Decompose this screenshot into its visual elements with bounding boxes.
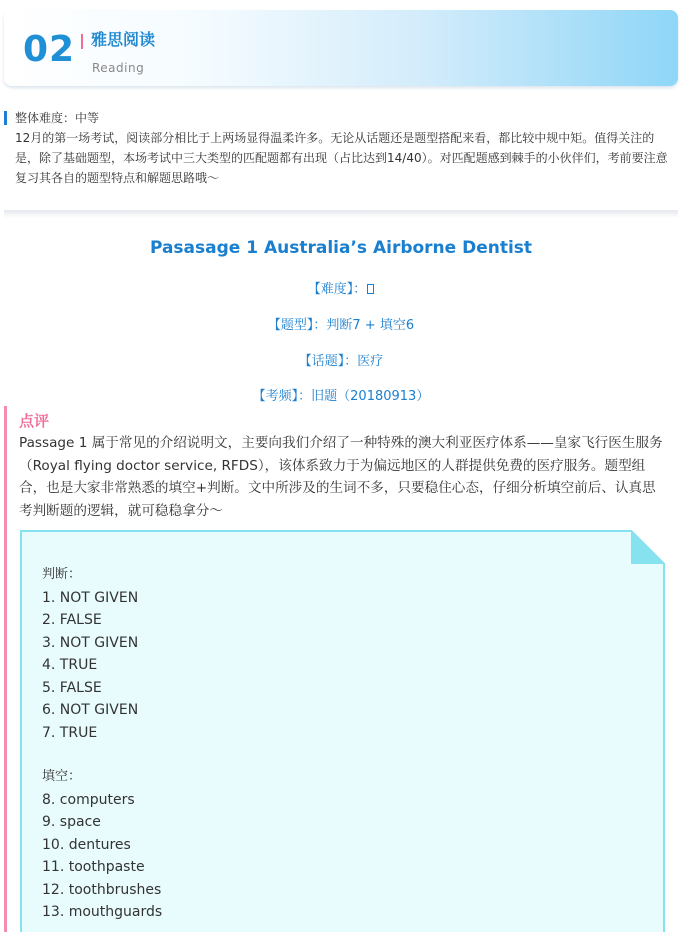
- intro-marker: [4, 111, 7, 125]
- missing-glyph-icon: [367, 284, 374, 294]
- answer-item: 4. TRUE: [42, 657, 98, 673]
- answer-item: 2. FALSE: [42, 612, 102, 628]
- answer-item: 7. TRUE: [42, 724, 98, 741]
- section-subtitle: Reading: [92, 61, 145, 75]
- page-fold-icon: [631, 530, 665, 564]
- passage-frequency: 【考频】：旧题（20180913）: [252, 389, 430, 404]
- answer-item: 13. mouthguards: [42, 904, 163, 920]
- section-divider: [4, 210, 678, 218]
- answer-item: 10. dentures: [42, 836, 131, 853]
- section-number: 02: [23, 29, 76, 70]
- header-divider: [81, 34, 83, 49]
- overall-difficulty: 整体难度：中等: [15, 111, 100, 125]
- answer-item: 5. FALSE: [42, 679, 102, 696]
- answer-item: 1. NOT GIVEN: [42, 589, 139, 606]
- passage-type: 【题型】：判断7 + 填空6: [267, 318, 415, 333]
- comment-body: [19, 432, 667, 522]
- section-title: 雅思阅读: [91, 30, 156, 49]
- section-header: [4, 10, 678, 86]
- fill-heading: 填空：: [42, 769, 82, 784]
- answer-item: 3. NOT GIVEN: [42, 634, 139, 651]
- answer-item: 6. NOT GIVEN: [42, 702, 139, 718]
- fill-answers: [42, 766, 162, 924]
- passage-topic: 【话题】：医疗: [298, 354, 384, 369]
- intro-section: [15, 108, 677, 188]
- answer-card: [20, 530, 665, 932]
- answer-item: 8. computers: [42, 791, 135, 808]
- comment-text: Passage 1 属于常见的介绍说明文，主要向我们介绍了一种特殊的澳大利亚医疗体系——皇家飞行医生服务（Royal flying doctor service, RFDS），该体系致力于为偏远地区的人群提供免费的医疗服务。题型组合，也是大家非常熟悉的填空+判断。文中所涉及的生词不多，只要稳住心态，仔细分析填空前后、认真思考判断题的逻辑，就可稳稳拿分～: [19, 435, 663, 519]
- answer-item: 9. space: [42, 814, 101, 830]
- passage-difficulty: [0, 278, 682, 297]
- passage-difficulty-text: 【难度】：: [307, 282, 367, 297]
- answer-item: 11. toothpaste: [42, 859, 145, 875]
- answer-item: 12. toothbrushes: [42, 881, 162, 898]
- comment-accent-bar: [4, 406, 7, 932]
- tf-heading: 判断：: [42, 567, 82, 582]
- intro-text: 12月的第一场考试，阅读部分相比于上两场显得温柔许多。无论从话题还是题型搭配来看，都比较中规中矩。值得关注的是，除了基础题型，本场考试中三大类型的匹配题都有出现（占比达到14/40）。对匹配题感到棘手的小伙伴们，考前要注意复习其各自的题型特点和解题思路哦～: [15, 131, 668, 185]
- tf-answers: [42, 564, 138, 744]
- comment-heading: 点评: [19, 412, 50, 430]
- passage-title: Pasasage 1 Australia’s Airborne Dentist: [149, 238, 533, 258]
